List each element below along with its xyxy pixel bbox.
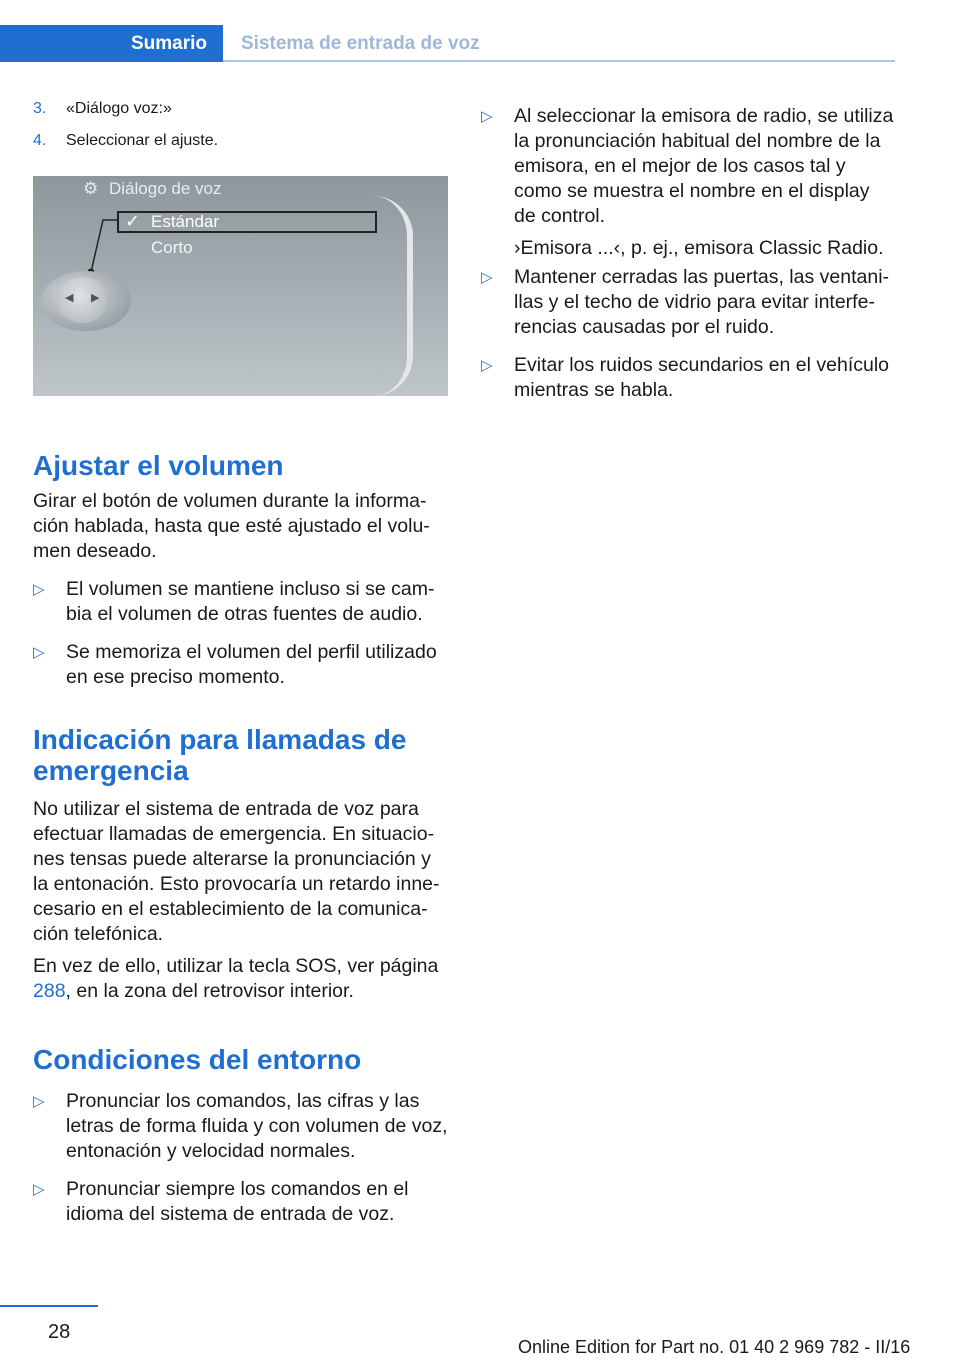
tab-sumario[interactable]: Sumario: [0, 25, 223, 62]
footer-rule: [0, 1305, 98, 1307]
step-item: [33, 100, 448, 132]
step-number: 3.: [33, 100, 47, 117]
step-text: «Diálogo voz:»: [66, 100, 172, 117]
gear-icon: ⚙: [83, 179, 99, 198]
triangle-bullet-icon: ▷: [33, 1181, 45, 1198]
environment-bullets: [33, 1089, 448, 1227]
screen-title: Diálogo de voz: [109, 179, 222, 198]
emergency-sos-paragraph: En vez de ello, utilizar la tecla SOS, ver página 288, en la zona del retrovisor interior.: [33, 955, 439, 1002]
list-item: ▷ Evitar los ruidos secundarios en el vehículo mientras se habla.: [481, 354, 890, 401]
voice-dialog-screenshot: [33, 176, 448, 396]
list-item: ▷ Se memoriza el volumen del perfil utilizado en ese preciso momento.: [33, 641, 437, 688]
section-title-link[interactable]: Sistema de entrada de voz: [241, 32, 480, 54]
arrow-left-icon: ◀: [65, 292, 74, 304]
list-item: ▷ El volumen se mantiene incluso si se cambia el volumen de otras fuentes de audio.: [33, 578, 435, 625]
page-link[interactable]: 288: [33, 980, 66, 1002]
arrow-right-icon: ▶: [91, 292, 100, 304]
step-number: 4.: [33, 132, 47, 149]
page-number: 28: [48, 1321, 71, 1343]
header-rule: [223, 60, 895, 62]
radio-example: ›Emisora ...‹, p. ej., emisora Classic Radio.: [514, 237, 884, 259]
step-text: Seleccionar el ajuste.: [66, 132, 219, 149]
display-rim: [373, 196, 413, 396]
edition-text: Online Edition for Part no. 01 40 2 969 782 - II/16: [518, 1337, 911, 1357]
triangle-bullet-icon: ▷: [33, 1093, 45, 1110]
right-bullets: [481, 104, 896, 229]
emergency-paragraph: No utilizar el sistema de entrada de voz para efectuar llamadas de emergencia. En situaciones tensas puede alterarse la pronunciación y la entonación. Esto provocaría un retardo innecesario en el establecimiento de la comunicación telefónica.: [33, 798, 440, 945]
heading-volume: Ajustar el volumen: [33, 450, 284, 481]
option-short: Corto: [151, 238, 193, 257]
list-item: ▷ Pronunciar siempre los comandos en el idioma del sistema de entrada de voz.: [33, 1178, 409, 1225]
volume-bullets: [33, 577, 448, 690]
triangle-bullet-icon: ▷: [33, 581, 45, 598]
triangle-bullet-icon: ▷: [33, 644, 45, 661]
volume-intro: Girar el botón de volumen durante la información hablada, hasta que esté ajustado el volumen deseado.: [33, 490, 430, 562]
triangle-bullet-icon: ▷: [481, 269, 493, 286]
heading-environment: Condiciones del entorno: [33, 1044, 362, 1075]
heading-emergency: Indicación para llamadas de emergencia: [33, 724, 407, 786]
left-column: [33, 100, 448, 1227]
check-icon: ✓: [125, 211, 141, 231]
right-bullets-2: [481, 265, 896, 403]
triangle-bullet-icon: ▷: [481, 108, 493, 125]
page-header: [0, 25, 895, 62]
right-column: [481, 100, 896, 403]
list-item: ▷ Pronunciar los comandos, las cifras y las letras de forma fluida y con volumen de voz, entonación y velocidad normales.: [33, 1090, 448, 1162]
list-item: ▷ Al seleccionar la emisora de radio, se utiliza la pronunciación habitual del nombre de la emisora, en el mejor de los casos tal y como se muestra el nombre en el display de control.: [481, 105, 894, 227]
step-item: [33, 132, 448, 164]
triangle-bullet-icon: ▷: [481, 357, 493, 374]
option-standard: Estándar: [151, 212, 220, 231]
list-item: ▷ Mantener cerradas las puertas, las ventanillas y el techo de vidrio para evitar interferencias causadas por el ruido.: [481, 266, 890, 338]
